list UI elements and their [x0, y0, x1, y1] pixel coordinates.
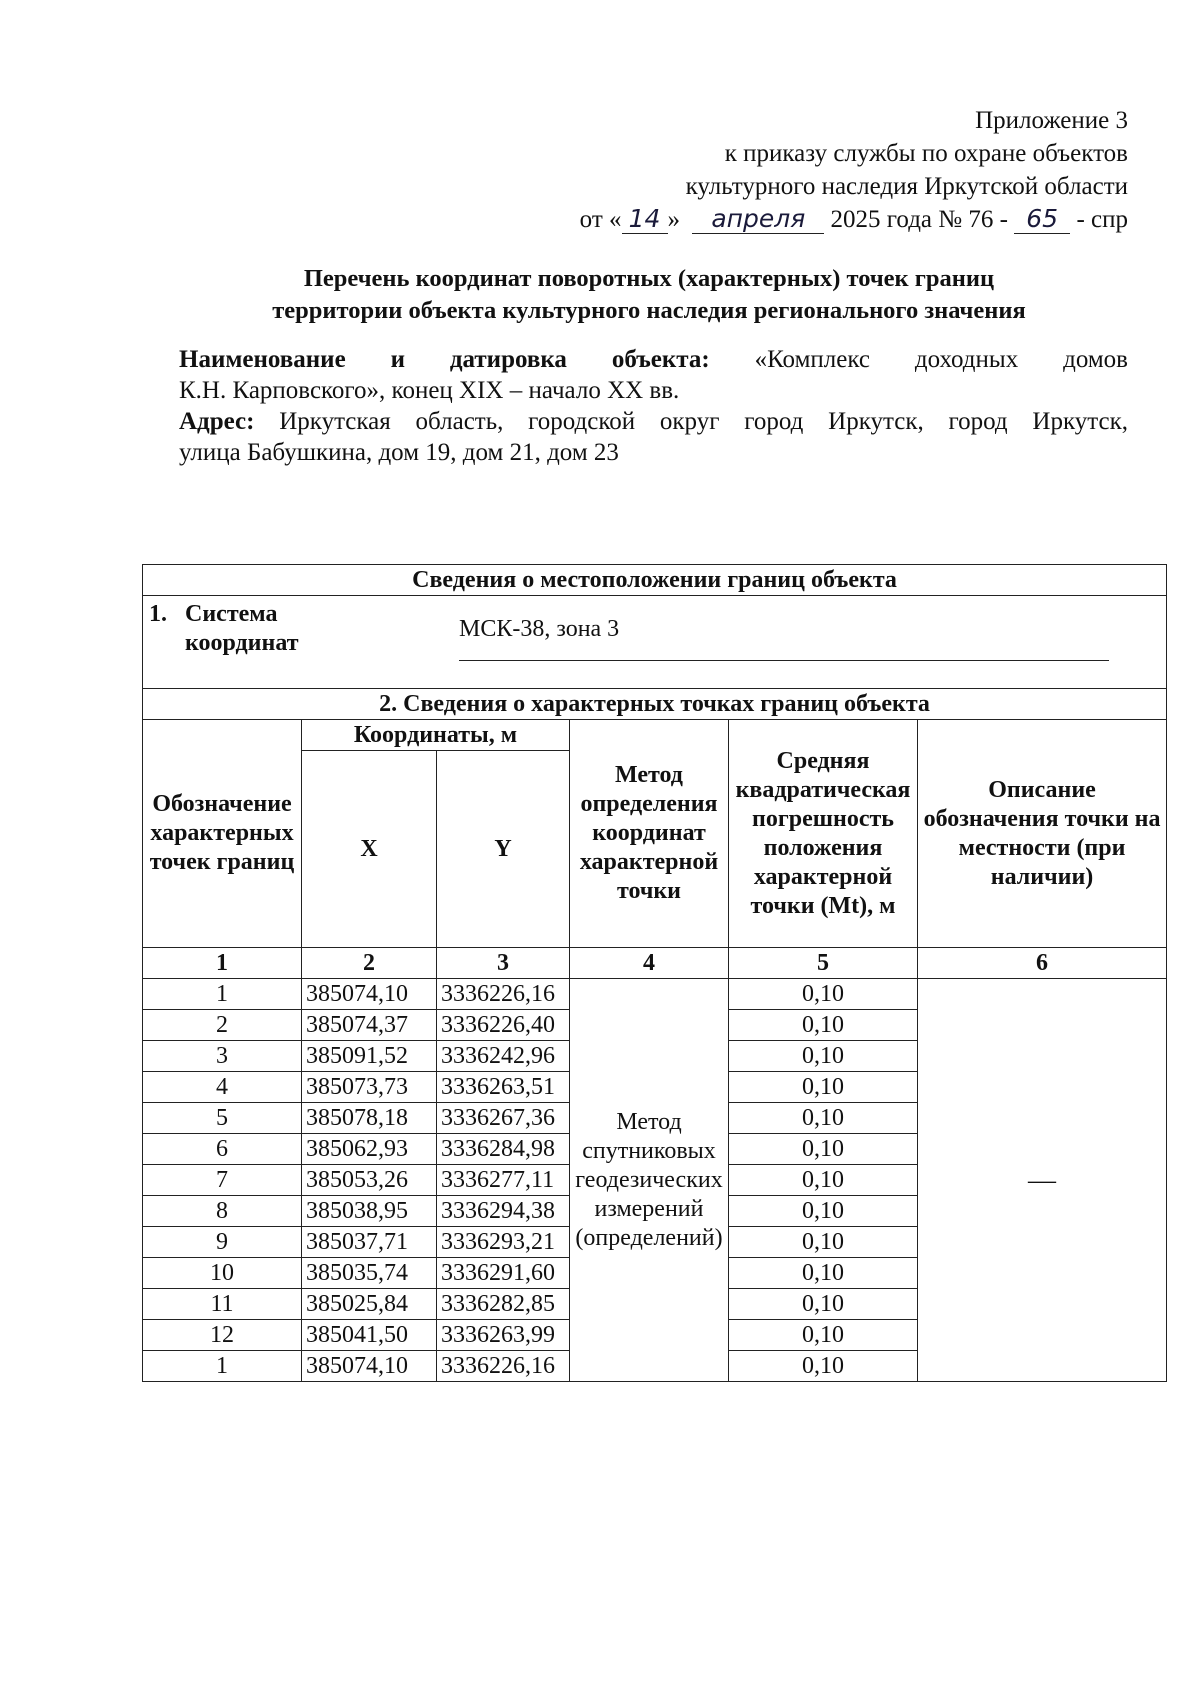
header-error: Средняя квадратическая погрешность положения характерной точки (Mt), м [729, 720, 918, 948]
point-label: 2 [143, 1010, 302, 1041]
mt-value: 0,10 [729, 1103, 918, 1134]
y-coordinate: 3336226,40 [437, 1010, 570, 1041]
section-2-header: 2. Сведения о характерных точках границ объекта [143, 689, 1167, 720]
x-coordinate: 385078,18 [302, 1103, 437, 1134]
table-row [143, 979, 1167, 1010]
mt-value: 0,10 [729, 1289, 918, 1320]
header-coordinates: Координаты, м [302, 720, 570, 751]
x-coordinate: 385041,50 [302, 1320, 437, 1351]
annex-line-2: к приказу службы по охране объектов [724, 140, 1128, 167]
x-coordinate: 385091,52 [302, 1041, 437, 1072]
mt-value: 0,10 [729, 1165, 918, 1196]
object-name-value-2: К.Н. Карповского», конец XIX – начало XX вв. [179, 377, 680, 404]
y-coordinate: 3336291,60 [437, 1258, 570, 1289]
x-coordinate: 385074,10 [302, 979, 437, 1010]
point-label: 1 [143, 1351, 302, 1382]
mt-value: 0,10 [729, 1196, 918, 1227]
x-coordinate: 385062,93 [302, 1134, 437, 1165]
point-label: 3 [143, 1041, 302, 1072]
section-1-header: Сведения о местоположении границ объекта [143, 565, 1167, 596]
annex-line-1: Приложение 3 [975, 107, 1128, 134]
object-name-label: Наименование и датировка объекта: [179, 346, 710, 373]
y-coordinate: 3336226,16 [437, 979, 570, 1010]
x-coordinate: 385025,84 [302, 1289, 437, 1320]
date-prefix: от « [579, 206, 622, 233]
x-coordinate: 385038,95 [302, 1196, 437, 1227]
title-line-1: Перечень координат поворотных (характерных) точек границ [303, 265, 995, 292]
point-label: 4 [143, 1072, 302, 1103]
x-coordinate: 385035,74 [302, 1258, 437, 1289]
y-coordinate: 3336282,85 [437, 1289, 570, 1320]
mt-value: 0,10 [729, 979, 918, 1010]
point-label: 8 [143, 1196, 302, 1227]
point-label: 11 [143, 1289, 302, 1320]
column-number-3: 3 [437, 948, 570, 979]
mt-value: 0,10 [729, 1134, 918, 1165]
mt-value: 0,10 [729, 1227, 918, 1258]
point-label: 1 [143, 979, 302, 1010]
y-coordinate: 3336226,16 [437, 1351, 570, 1382]
document-title [170, 263, 1128, 327]
point-label: 10 [143, 1258, 302, 1289]
point-label: 9 [143, 1227, 302, 1258]
y-coordinate: 3336263,99 [437, 1320, 570, 1351]
system-label [185, 600, 299, 658]
y-coordinate: 3336263,51 [437, 1072, 570, 1103]
mt-value: 0,10 [729, 1351, 918, 1382]
column-number-6: 6 [918, 948, 1167, 979]
handwritten-month: апреля [692, 205, 824, 234]
title-line-2: территории объекта культурного наследия регионального значения [272, 297, 1026, 324]
description-cell: — [918, 979, 1167, 1382]
annex-date-line [580, 203, 1128, 236]
mt-value: 0,10 [729, 1258, 918, 1289]
header-y: Y [437, 751, 570, 948]
handwritten-day: 14 [622, 205, 668, 234]
y-coordinate: 3336242,96 [437, 1041, 570, 1072]
point-label: 7 [143, 1165, 302, 1196]
handwritten-order-number: 65 [1014, 205, 1070, 234]
x-coordinate: 385074,10 [302, 1351, 437, 1382]
header-x: X [302, 751, 437, 948]
column-number-5: 5 [729, 948, 918, 979]
system-label-line-2: координат [185, 630, 299, 656]
year-text: 2025 года № 76 - [830, 206, 1008, 233]
x-coordinate: 385053,26 [302, 1165, 437, 1196]
y-coordinate: 3336284,98 [437, 1134, 570, 1165]
annex-block [580, 104, 1128, 236]
object-name-value-1: «Комплекс доходных домов [754, 346, 1128, 373]
system-label-line-1: Система [185, 601, 278, 627]
column-number-1: 1 [143, 948, 302, 979]
address-value-1: Иркутская область, городской округ город Иркутск, город Иркутск, [279, 408, 1128, 435]
address-line-1 [179, 406, 1128, 437]
mt-value: 0,10 [729, 1041, 918, 1072]
coordinate-system-cell [143, 596, 1167, 689]
system-value: МСК-38, зона 3 [459, 615, 1109, 661]
order-suffix: - спр [1076, 206, 1128, 233]
annex-line-3: культурного наследия Иркутской области [685, 173, 1128, 200]
header-method: Метод определения координат характерной точки [570, 720, 729, 948]
x-coordinate: 385073,73 [302, 1072, 437, 1103]
mt-value: 0,10 [729, 1320, 918, 1351]
point-label: 6 [143, 1134, 302, 1165]
point-label: 5 [143, 1103, 302, 1134]
y-coordinate: 3336294,38 [437, 1196, 570, 1227]
address-label: Адрес: [179, 408, 255, 435]
system-number: 1. [149, 601, 167, 627]
point-label: 12 [143, 1320, 302, 1351]
y-coordinate: 3336277,11 [437, 1165, 570, 1196]
mt-value: 0,10 [729, 1072, 918, 1103]
header-point: Обозначение характерных точек границ [143, 720, 302, 948]
column-number-4: 4 [570, 948, 729, 979]
y-coordinate: 3336267,36 [437, 1103, 570, 1134]
y-coordinate: 3336293,21 [437, 1227, 570, 1258]
header-description: Описание обозначения точки на местности (при наличии) [918, 720, 1167, 948]
address-value-2: улица Бабушкина, дом 19, дом 21, дом 23 [179, 439, 619, 466]
mt-value: 0,10 [729, 1010, 918, 1041]
object-info [179, 344, 1128, 468]
x-coordinate: 385074,37 [302, 1010, 437, 1041]
coordinates-table [142, 564, 1167, 1382]
object-name-line-1 [179, 344, 1128, 375]
x-coordinate: 385037,71 [302, 1227, 437, 1258]
method-cell: Метод спутниковых геодезических измерений (определений) [570, 979, 729, 1382]
date-mid: » [667, 206, 681, 233]
column-number-2: 2 [302, 948, 437, 979]
